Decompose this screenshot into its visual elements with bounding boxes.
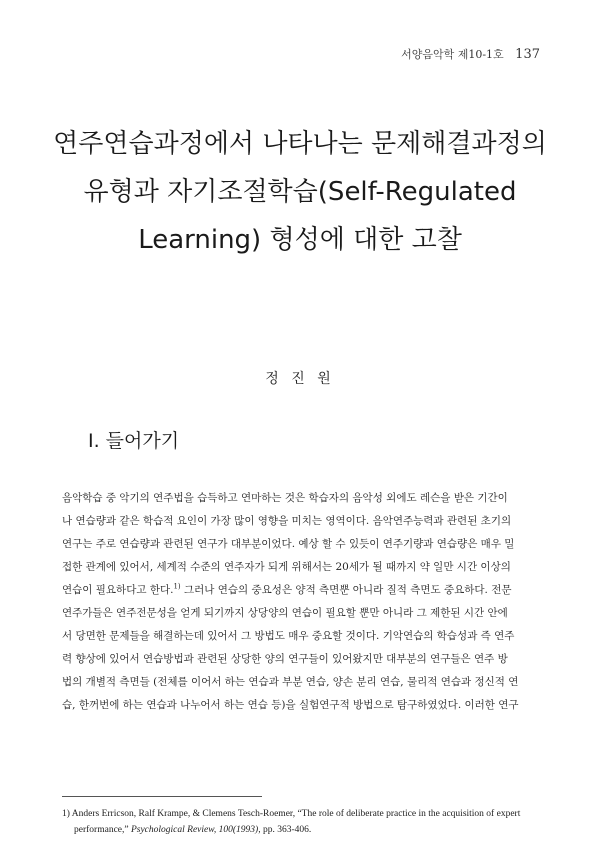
body-line: 습, 한꺼번에 하는 연습과 나누어서 하는 연습 등)을 실험연구적 방법으로 탐구하였었다. 이러한 연구 xyxy=(62,699,519,711)
body-line: 력 향상에 있어서 연습방법과 관련된 상당한 양의 연구들이 있어왔지만 대부분의 연구들은 연주 방 xyxy=(62,653,508,665)
body-line-with-footnote xyxy=(62,579,540,602)
footnote-marker: 1) xyxy=(62,809,70,819)
footnote-pages: pp. 363-406. xyxy=(262,825,312,835)
footnote-article-cont: performance,” xyxy=(74,825,129,835)
page-number: 137 xyxy=(515,47,540,62)
body-line: 연구는 주로 연습량과 관련된 연구가 대부분이었다. 예상 할 수 있듯이 연주기량과 연습량은 매우 밀 xyxy=(62,538,515,550)
footnote xyxy=(62,806,542,838)
body-line: 음악학습 중 악기의 연주법을 습득하고 연마하는 것은 학습자의 음악성 외에도 레슨을 받은 기간이 xyxy=(62,492,508,504)
body-line: 연주가들은 연주전문성을 얻게 되기까지 상당양의 연습이 필요할 뿐만 아니라 그 제한된 시간 안에 xyxy=(62,607,508,619)
paper-title xyxy=(40,120,560,264)
title-line-3: Learning) 형성에 대한 고찰 xyxy=(138,225,462,255)
body-line: 나 연습량과 같은 학습적 요인이 가장 많이 영향을 미치는 영역이다. 음악연주능력과 관련된 초기의 xyxy=(62,515,512,527)
body-paragraph xyxy=(62,487,540,717)
footnote-line-2 xyxy=(62,822,542,838)
running-header xyxy=(401,46,540,62)
body-line: 서 당면한 문제들을 해결하는데 있어서 그 방법도 매우 중요할 것이다. 기악연습의 학습성과 즉 연주 xyxy=(62,630,515,642)
footnote-article: “The role of deliberate practice in the acquisition of expert xyxy=(297,809,521,819)
footnote-authors: Anders Erricson, Ralf Krampe, & Clemens Tesch-Roemer, xyxy=(71,809,296,819)
footnote-volume: 100(1993), xyxy=(218,825,261,835)
section-heading: I. 들어가기 xyxy=(88,430,180,452)
title-line-2: 유형과 자기조절학습(Self-Regulated xyxy=(83,177,517,207)
footnote-journal: Psychological Review, xyxy=(130,825,217,835)
author-name: 정 진 원 xyxy=(265,371,335,387)
footnote-reference[interactable]: 1) xyxy=(173,582,181,591)
body-line: 접한 관계에 있어서, 세계적 수준의 연주자가 되게 위해서는 20세가 될 때까지 약 일만 시간 이상의 xyxy=(62,561,511,573)
body-line: 법의 개별적 측면들 (전체를 이어서 하는 연습과 부분 연습, 양손 분리 연습, 물리적 연습과 정신적 연 xyxy=(62,676,519,688)
journal-name: 서양음악학 제10-1호 xyxy=(401,48,504,61)
body-line-segment: 연습이 필요하다고 한다. xyxy=(62,584,174,596)
footnote-line-1 xyxy=(62,806,542,822)
footnote-divider xyxy=(62,796,262,797)
body-line-segment: 그러나 연습의 중요성은 양적 측면뿐 아니라 질적 측면도 중요하다. 전문 xyxy=(180,584,512,596)
title-line-1: 연주연습과정에서 나타나는 문제해결과정의 xyxy=(53,129,547,159)
